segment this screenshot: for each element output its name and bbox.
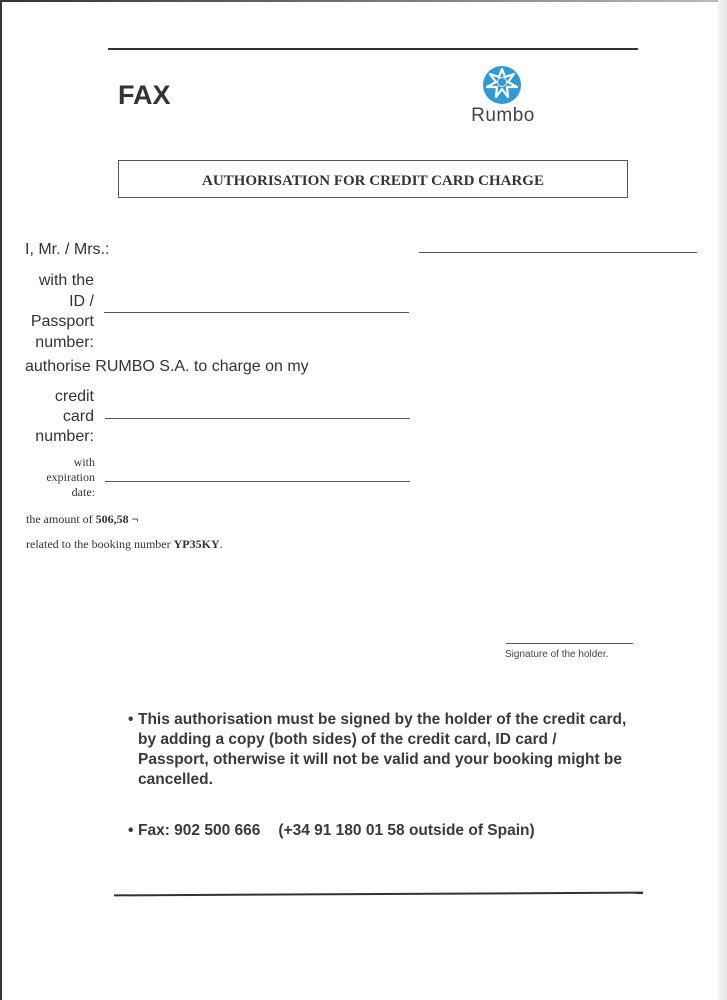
name-field-line[interactable]: [419, 252, 697, 253]
card-number-field-line[interactable]: [105, 418, 410, 419]
expiry-label-line: date:: [71, 485, 95, 499]
amount-prefix: the amount of: [26, 512, 96, 526]
expiry-label-line: with: [73, 455, 95, 469]
card-label-line: card: [62, 408, 94, 425]
expiry-label: [20, 455, 95, 500]
fax-number: Fax: 902 500 666: [138, 822, 261, 839]
rumbo-star-icon: [482, 65, 522, 105]
notes: [128, 710, 628, 841]
form-heading-box: [118, 160, 628, 198]
name-label: I, Mr. / Mrs.:: [25, 241, 110, 258]
scan-edge-left: [0, 0, 2, 1000]
card-label-line: number:: [35, 428, 94, 445]
booking-line: [26, 537, 223, 552]
amount-line: [26, 512, 139, 527]
fax-note: [128, 821, 628, 841]
id-passport-label: [20, 271, 94, 353]
id-label-line: with the: [38, 272, 94, 289]
id-label-line: number:: [35, 333, 94, 351]
booking-prefix: related to the booking number: [26, 537, 174, 551]
expiry-field-line[interactable]: [105, 481, 410, 482]
amount-value: 506,58 ¬: [95, 512, 139, 526]
fax-title: FAX: [118, 80, 171, 110]
form-heading: AUTHORISATION FOR CREDIT CARD CHARGE: [202, 173, 544, 189]
scan-edge-right: [718, 0, 727, 1000]
booking-suffix: .: [219, 537, 223, 551]
signature-line[interactable]: [506, 643, 633, 644]
booking-number: YP35KY: [173, 537, 220, 551]
card-number-label: [20, 387, 94, 447]
bullet: •: [128, 822, 134, 839]
id-passport-field-line[interactable]: [104, 312, 409, 313]
id-label-line: Passport: [30, 313, 94, 330]
card-label-line: credit: [54, 388, 94, 405]
id-label-line: ID /: [69, 292, 94, 310]
bottom-divider: [114, 892, 643, 897]
authorisation-note-text: This authorisation must be signed by the holder of the credit card, by adding a copy (both sides) of the credit card, ID card / Passport, otherwise it will not be valid and your booking might be cancelled.: [138, 711, 627, 788]
authorise-text: authorise RUMBO S.A. to charge on my: [25, 358, 309, 375]
scan-edge-top: [0, 0, 727, 2]
bullet: •: [128, 711, 134, 728]
rumbo-logo: [462, 65, 544, 125]
expiry-label-line: expiration: [46, 470, 95, 484]
authorisation-note: [128, 710, 628, 790]
logo-wordmark: Rumbo: [471, 105, 535, 126]
top-divider: [108, 48, 638, 50]
fax-international-number: (+34 91 180 01 58 outside of Spain): [278, 822, 535, 839]
signature-label: Signature of the holder.: [505, 649, 609, 660]
